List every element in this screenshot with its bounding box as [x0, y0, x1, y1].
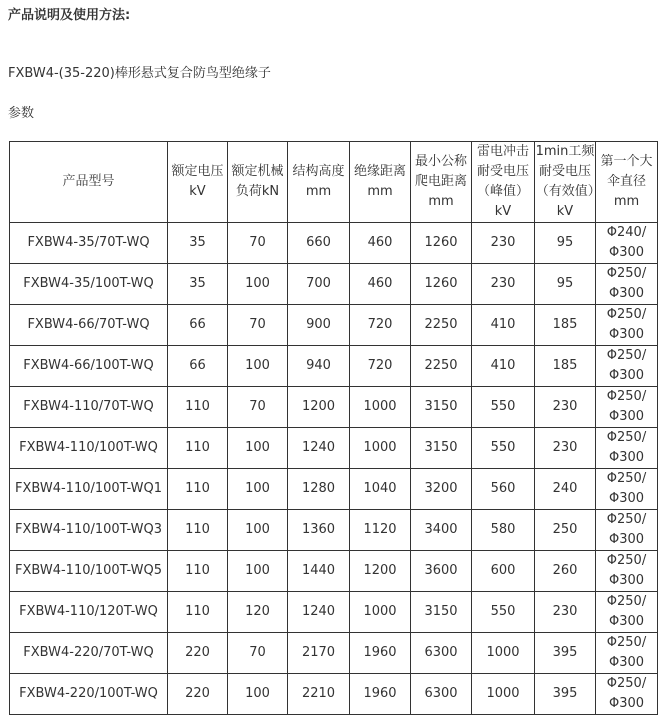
table-row — [10, 428, 658, 469]
table-row — [10, 223, 658, 264]
cell-impulse-voltage: 1000 — [472, 633, 535, 674]
cell-insulation-distance: 1000 — [350, 387, 411, 428]
cell-power-frequency-voltage: 230 — [535, 592, 596, 633]
header-creepage-distance: 最小公称爬电距离mm — [411, 142, 472, 223]
cell-shed-diameter — [596, 346, 658, 387]
cell-shed-diameter — [596, 428, 658, 469]
shed-diameter-second: Φ300 — [608, 368, 645, 383]
cell-rated-voltage: 66 — [168, 346, 228, 387]
cell-structure-height: 1240 — [288, 428, 350, 469]
table-row — [10, 305, 658, 346]
cell-mechanical-load: 100 — [228, 428, 288, 469]
table-row — [10, 346, 658, 387]
table-row — [10, 387, 658, 428]
cell-structure-height: 1360 — [288, 510, 350, 551]
shed-diameter-second: Φ300 — [608, 655, 645, 670]
cell-mechanical-load: 70 — [228, 633, 288, 674]
cell-impulse-voltage: 550 — [472, 387, 535, 428]
cell-insulation-distance: 1040 — [350, 469, 411, 510]
cell-rated-voltage: 220 — [168, 633, 228, 674]
cell-insulation-distance: 720 — [350, 305, 411, 346]
header-shed-diameter: 第一个大伞直径mm — [596, 142, 658, 223]
cell-model: FXBW4-220/100T-WQ — [10, 674, 168, 715]
cell-impulse-voltage: 550 — [472, 592, 535, 633]
cell-insulation-distance: 1120 — [350, 510, 411, 551]
cell-creepage-distance: 2250 — [411, 305, 472, 346]
cell-structure-height: 1280 — [288, 469, 350, 510]
cell-shed-diameter — [596, 674, 658, 715]
cell-model: FXBW4-66/70T-WQ — [10, 305, 168, 346]
cell-model: FXBW4-35/100T-WQ — [10, 264, 168, 305]
cell-model: FXBW4-110/100T-WQ3 — [10, 510, 168, 551]
cell-model: FXBW4-66/100T-WQ — [10, 346, 168, 387]
cell-structure-height: 1200 — [288, 387, 350, 428]
cell-impulse-voltage: 560 — [472, 469, 535, 510]
cell-power-frequency-voltage: 230 — [535, 387, 596, 428]
cell-insulation-distance: 460 — [350, 223, 411, 264]
cell-structure-height: 1440 — [288, 551, 350, 592]
cell-power-frequency-voltage: 95 — [535, 223, 596, 264]
table-row — [10, 674, 658, 715]
cell-power-frequency-voltage: 185 — [535, 305, 596, 346]
cell-power-frequency-voltage: 230 — [535, 428, 596, 469]
cell-power-frequency-voltage: 185 — [535, 346, 596, 387]
header-structure-height: 结构高度mm — [288, 142, 350, 223]
shed-diameter-first: Φ250/ — [606, 307, 647, 322]
cell-model: FXBW4-110/120T-WQ — [10, 592, 168, 633]
header-rated-voltage: 额定电压kV — [168, 142, 228, 223]
shed-diameter-second: Φ300 — [608, 491, 645, 506]
cell-insulation-distance: 720 — [350, 346, 411, 387]
shed-diameter-second: Φ300 — [608, 286, 645, 301]
cell-creepage-distance: 3150 — [411, 592, 472, 633]
cell-model: FXBW4-110/100T-WQ — [10, 428, 168, 469]
cell-structure-height: 1240 — [288, 592, 350, 633]
cell-insulation-distance: 460 — [350, 264, 411, 305]
table-header-row — [10, 142, 658, 223]
cell-model: FXBW4-220/70T-WQ — [10, 633, 168, 674]
shed-diameter-first: Φ250/ — [606, 430, 647, 445]
cell-impulse-voltage: 230 — [472, 223, 535, 264]
cell-creepage-distance: 3400 — [411, 510, 472, 551]
header-insulation-distance: 绝缘距离mm — [350, 142, 411, 223]
cell-model: FXBW4-110/100T-WQ1 — [10, 469, 168, 510]
cell-impulse-voltage: 410 — [472, 346, 535, 387]
cell-impulse-voltage: 410 — [472, 305, 535, 346]
cell-mechanical-load: 100 — [228, 346, 288, 387]
cell-mechanical-load: 100 — [228, 551, 288, 592]
cell-mechanical-load: 100 — [228, 469, 288, 510]
header-mechanical-load: 额定机械负荷kN — [228, 142, 288, 223]
cell-creepage-distance: 3600 — [411, 551, 472, 592]
shed-diameter-first: Φ250/ — [606, 512, 647, 527]
table-row — [10, 633, 658, 674]
header-model: 产品型号 — [10, 142, 168, 223]
shed-diameter-first: Φ250/ — [606, 348, 647, 363]
cell-insulation-distance: 1000 — [350, 428, 411, 469]
cell-shed-diameter — [596, 264, 658, 305]
cell-rated-voltage: 110 — [168, 387, 228, 428]
cell-power-frequency-voltage: 240 — [535, 469, 596, 510]
cell-rated-voltage: 220 — [168, 674, 228, 715]
cell-creepage-distance: 1260 — [411, 264, 472, 305]
cell-impulse-voltage: 230 — [472, 264, 535, 305]
cell-creepage-distance: 3200 — [411, 469, 472, 510]
header-impulse-voltage: 雷电冲击耐受电压（峰值）kV — [472, 142, 535, 223]
cell-shed-diameter — [596, 510, 658, 551]
cell-structure-height: 700 — [288, 264, 350, 305]
cell-rated-voltage: 110 — [168, 428, 228, 469]
shed-diameter-first: Φ250/ — [606, 471, 647, 486]
cell-structure-height: 2210 — [288, 674, 350, 715]
shed-diameter-first: Φ240/ — [606, 225, 647, 240]
cell-power-frequency-voltage: 395 — [535, 633, 596, 674]
cell-rated-voltage: 66 — [168, 305, 228, 346]
shed-diameter-first: Φ250/ — [606, 676, 647, 691]
product-title: FXBW4-(35-220)棒形悬式复合防鸟型绝缘子 — [8, 66, 271, 81]
cell-shed-diameter — [596, 633, 658, 674]
cell-shed-diameter — [596, 551, 658, 592]
shed-diameter-second: Φ300 — [608, 696, 645, 711]
cell-structure-height: 900 — [288, 305, 350, 346]
cell-model: FXBW4-35/70T-WQ — [10, 223, 168, 264]
cell-structure-height: 660 — [288, 223, 350, 264]
cell-impulse-voltage: 600 — [472, 551, 535, 592]
cell-insulation-distance: 1960 — [350, 674, 411, 715]
shed-diameter-second: Φ300 — [608, 573, 645, 588]
shed-diameter-second: Φ300 — [608, 327, 645, 342]
cell-power-frequency-voltage: 95 — [535, 264, 596, 305]
cell-creepage-distance: 2250 — [411, 346, 472, 387]
cell-impulse-voltage: 580 — [472, 510, 535, 551]
spec-table — [9, 141, 658, 715]
shed-diameter-first: Φ250/ — [606, 553, 647, 568]
cell-mechanical-load: 70 — [228, 387, 288, 428]
cell-power-frequency-voltage: 395 — [535, 674, 596, 715]
cell-rated-voltage: 110 — [168, 469, 228, 510]
cell-model: FXBW4-110/100T-WQ5 — [10, 551, 168, 592]
cell-insulation-distance: 1000 — [350, 592, 411, 633]
shed-diameter-first: Φ250/ — [606, 389, 647, 404]
cell-shed-diameter — [596, 223, 658, 264]
cell-rated-voltage: 110 — [168, 592, 228, 633]
shed-diameter-second: Φ300 — [608, 614, 645, 629]
table-row — [10, 551, 658, 592]
cell-creepage-distance: 3150 — [411, 387, 472, 428]
params-label: 参数 — [8, 106, 35, 121]
cell-structure-height: 2170 — [288, 633, 350, 674]
cell-mechanical-load: 100 — [228, 674, 288, 715]
cell-model: FXBW4-110/70T-WQ — [10, 387, 168, 428]
cell-creepage-distance: 6300 — [411, 633, 472, 674]
cell-creepage-distance: 3150 — [411, 428, 472, 469]
cell-rated-voltage: 35 — [168, 264, 228, 305]
shed-diameter-second: Φ300 — [608, 532, 645, 547]
cell-rated-voltage: 110 — [168, 551, 228, 592]
shed-diameter-second: Φ300 — [608, 450, 645, 465]
table-row — [10, 264, 658, 305]
cell-insulation-distance: 1960 — [350, 633, 411, 674]
cell-shed-diameter — [596, 592, 658, 633]
cell-mechanical-load: 70 — [228, 305, 288, 346]
cell-rated-voltage: 110 — [168, 510, 228, 551]
cell-mechanical-load: 100 — [228, 510, 288, 551]
shed-diameter-first: Φ250/ — [606, 594, 647, 609]
cell-shed-diameter — [596, 387, 658, 428]
cell-mechanical-load: 70 — [228, 223, 288, 264]
cell-impulse-voltage: 1000 — [472, 674, 535, 715]
cell-power-frequency-voltage: 250 — [535, 510, 596, 551]
cell-insulation-distance: 1200 — [350, 551, 411, 592]
table-row — [10, 469, 658, 510]
cell-shed-diameter — [596, 305, 658, 346]
shed-diameter-first: Φ250/ — [606, 635, 647, 650]
cell-impulse-voltage: 550 — [472, 428, 535, 469]
shed-diameter-first: Φ250/ — [606, 266, 647, 281]
cell-creepage-distance: 1260 — [411, 223, 472, 264]
shed-diameter-second: Φ300 — [608, 409, 645, 424]
cell-mechanical-load: 100 — [228, 264, 288, 305]
shed-diameter-second: Φ300 — [608, 245, 645, 260]
cell-structure-height: 940 — [288, 346, 350, 387]
table-row — [10, 592, 658, 633]
cell-rated-voltage: 35 — [168, 223, 228, 264]
section-heading: 产品说明及使用方法: — [8, 8, 131, 23]
cell-shed-diameter — [596, 469, 658, 510]
table-row — [10, 510, 658, 551]
cell-mechanical-load: 120 — [228, 592, 288, 633]
cell-creepage-distance: 6300 — [411, 674, 472, 715]
header-power-frequency-voltage: 1min工频耐受电压（有效值）kV — [535, 142, 596, 223]
cell-power-frequency-voltage: 260 — [535, 551, 596, 592]
